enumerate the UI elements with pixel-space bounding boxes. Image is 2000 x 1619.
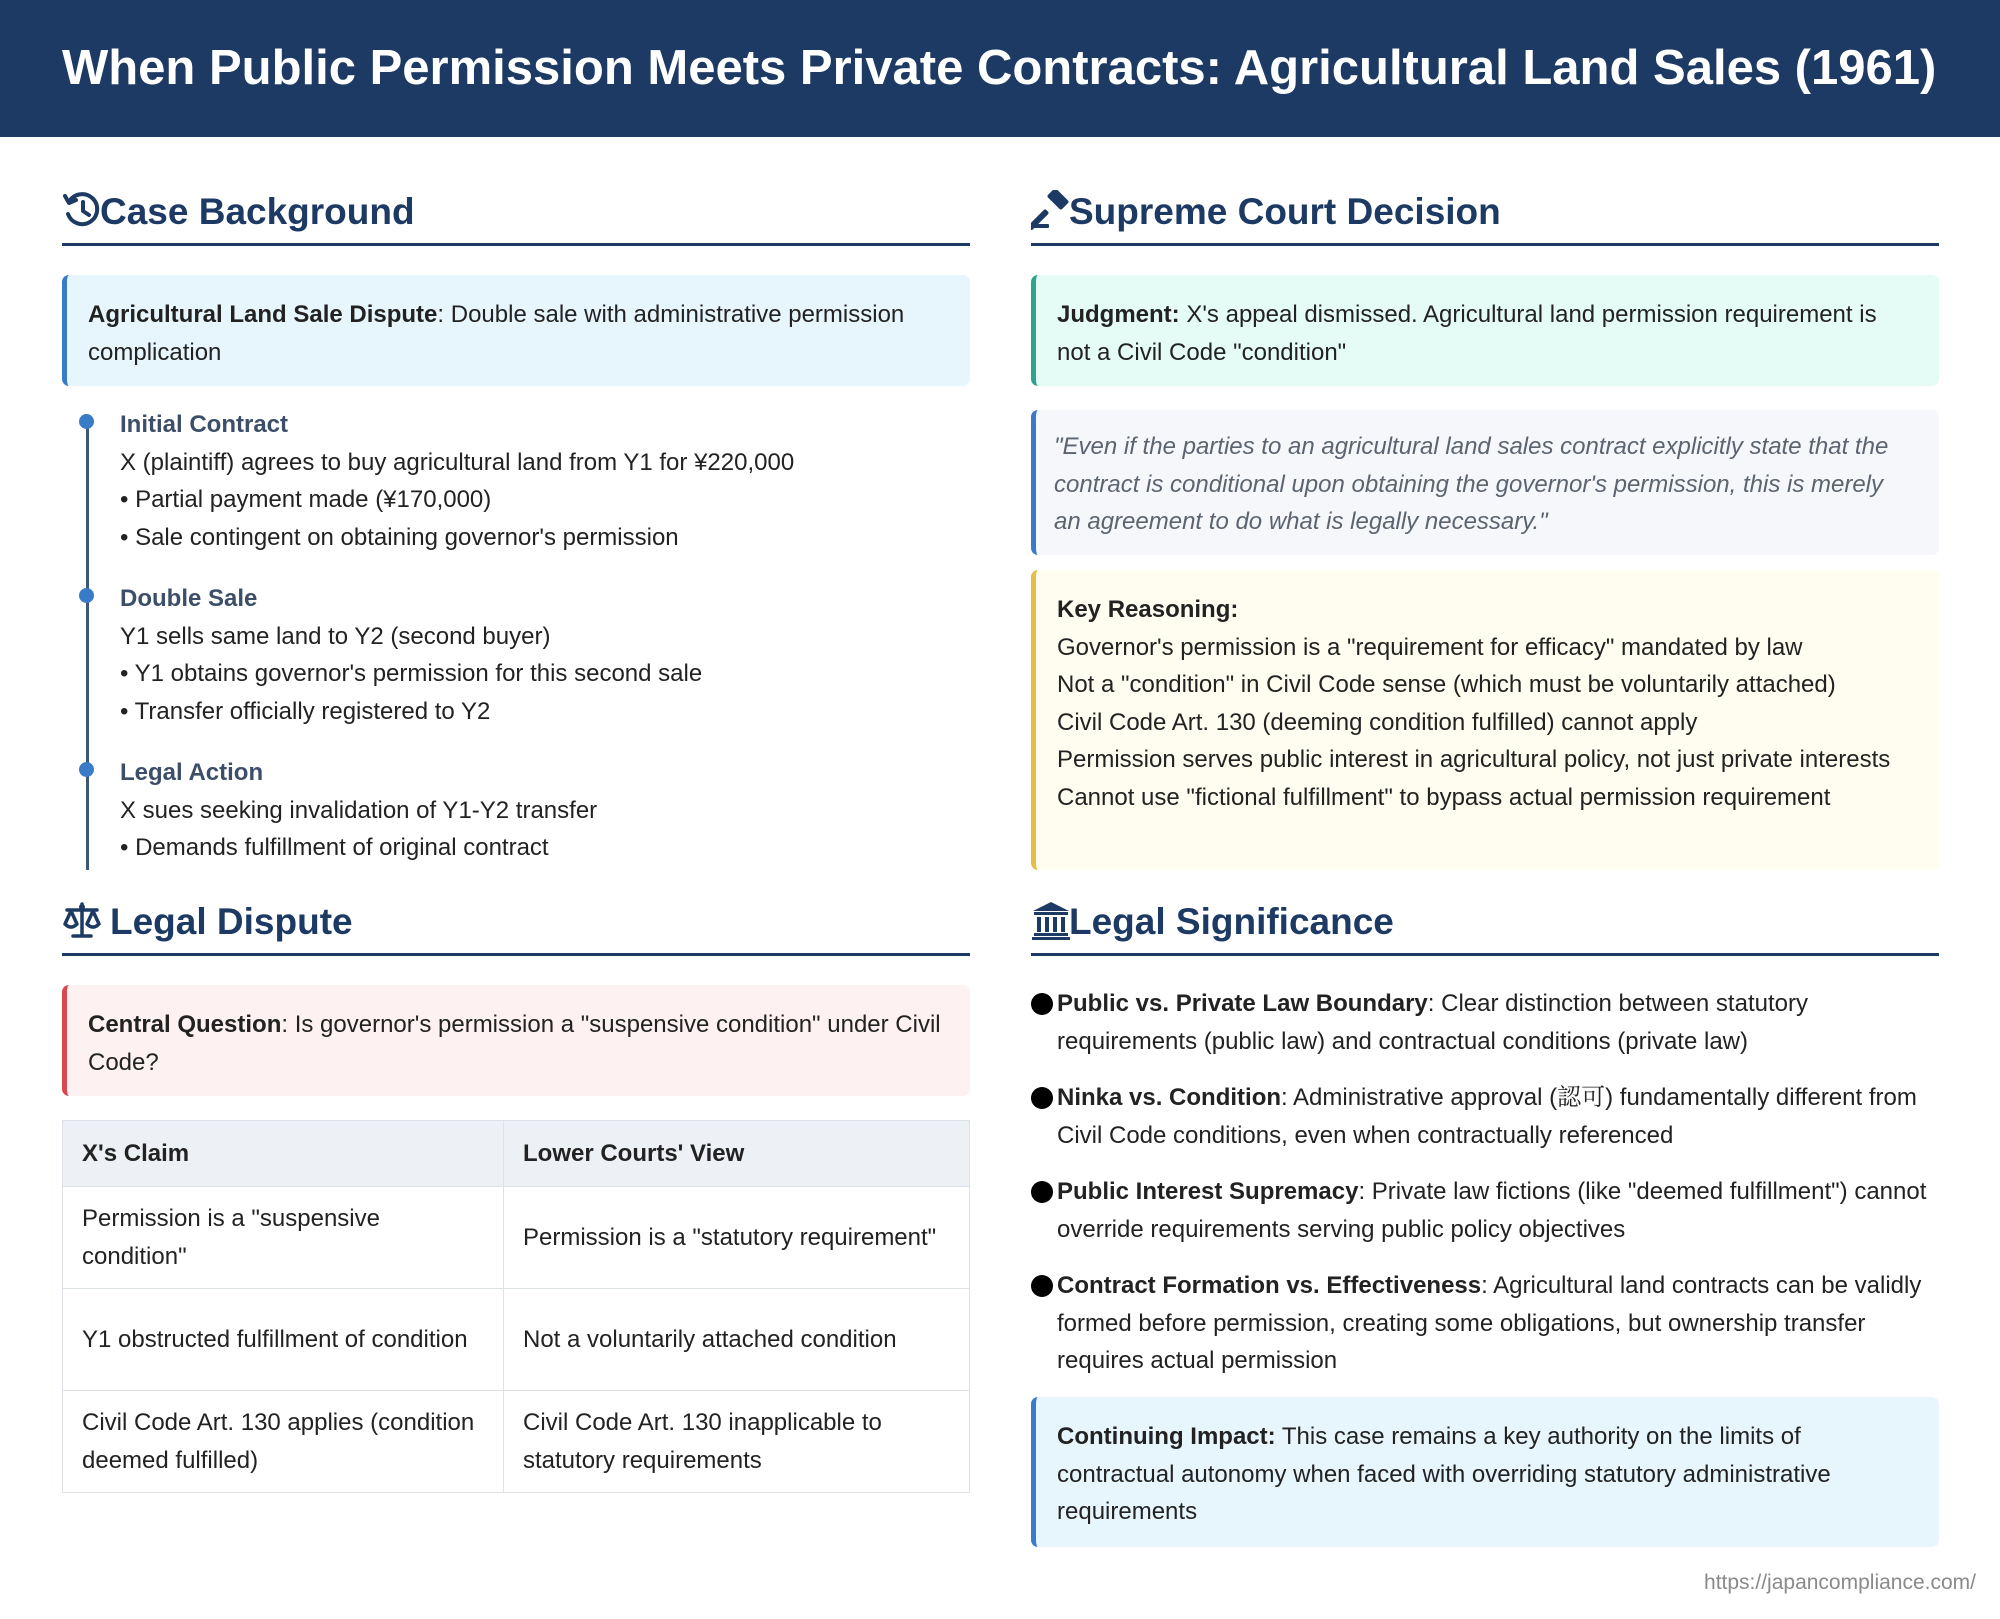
item-label: Public vs. Private Law Boundary xyxy=(1057,990,1428,1017)
timeline-item-title: Initial Contract xyxy=(120,411,289,438)
case-timeline xyxy=(62,406,970,870)
table-cell: Y1 obstructed fulfillment of condition xyxy=(63,1289,504,1391)
table-header-row xyxy=(63,1121,970,1187)
gavel-icon xyxy=(1031,190,1071,234)
table-row xyxy=(63,1187,970,1289)
claims-comparison-table xyxy=(62,1120,970,1493)
callout-text: X's appeal dismissed. Agricultural land permission requirement is not a Civil Code "condition" xyxy=(1057,301,1877,366)
item-label: Contract Formation vs. Effectiveness xyxy=(1057,1272,1482,1299)
item-text: : Private law fictions (like "deemed fulfillment") cannot override requirements serving public policy objectives xyxy=(1057,1178,1927,1243)
callout-label: Agricultural Land Sale Dispute xyxy=(88,301,438,328)
judgment-callout xyxy=(1031,275,1939,386)
page-header xyxy=(0,0,2000,137)
significance-item xyxy=(1031,1267,1939,1380)
dispute-summary-callout xyxy=(62,275,970,386)
key-reasoning-box xyxy=(1031,570,1939,870)
reasoning-title: Key Reasoning: xyxy=(1057,596,1239,623)
table-cell: Not a voluntarily attached condition xyxy=(504,1289,970,1391)
timeline-dot xyxy=(79,762,94,777)
timeline-item-title: Legal Action xyxy=(120,759,264,786)
reasoning-item: Cannot use "fictional fulfillment" to bypass actual permission requirement xyxy=(1057,783,1831,811)
callout-label: Judgment: xyxy=(1057,301,1180,328)
timeline-dot xyxy=(79,588,94,603)
legal-significance-heading xyxy=(1031,900,1939,956)
timeline-line-text: • Y1 obtains governor's permission for this second sale xyxy=(120,660,703,687)
case-background-heading xyxy=(62,190,970,246)
table-row xyxy=(63,1289,970,1391)
significance-item xyxy=(1031,985,1939,1060)
reasoning-item: Governor's permission is a "requirement for efficacy" mandated by law xyxy=(1057,633,1803,661)
callout-text: This case remains a key authority on the limits of contractual autonomy when faced with overriding statutory administrative requirements xyxy=(1057,1423,1831,1525)
item-text: : Agricultural land contracts can be validly formed before permission, creating some obligations, but ownership transfer requires actual permission xyxy=(1057,1272,1922,1374)
central-question-callout xyxy=(62,985,970,1096)
bullet-icon xyxy=(1031,1087,1053,1109)
table-cell: Civil Code Art. 130 applies (condition deemed fulfilled) xyxy=(63,1391,504,1493)
callout-label: Central Question xyxy=(88,1011,282,1038)
table-row xyxy=(63,1391,970,1493)
timeline-line-text: • Demands fulfillment of original contract xyxy=(120,834,549,861)
section-title: Case Background xyxy=(100,191,415,232)
timeline-dot xyxy=(79,414,94,429)
page-title: When Public Permission Meets Private Contracts: Agricultural Land Sales (1961) xyxy=(62,41,1937,95)
court-quote xyxy=(1031,410,1939,555)
continuing-impact-callout xyxy=(1031,1397,1939,1547)
timeline-line-text: Y1 sells same land to Y2 (second buyer) xyxy=(120,622,551,650)
timeline-line-text: X sues seeking invalidation of Y1-Y2 transfer xyxy=(120,796,598,824)
timeline-item xyxy=(120,580,970,730)
legal-dispute-heading xyxy=(62,900,970,956)
timeline-line-text: • Transfer officially registered to Y2 xyxy=(120,697,491,725)
timeline-line-text: • Partial payment made (¥170,000) xyxy=(120,486,492,513)
reasoning-item: Permission serves public interest in agricultural policy, not just private interests xyxy=(1057,746,1891,773)
significance-item xyxy=(1031,1173,1939,1248)
item-label: Ninka vs. Condition xyxy=(1057,1084,1282,1111)
timeline-line-text: X (plaintiff) agrees to buy agricultural land from Y1 for ¥220,000 xyxy=(120,448,795,476)
timeline-line xyxy=(86,418,89,870)
source-url: https://japancompliance.com/ xyxy=(1704,1571,1976,1594)
significance-item xyxy=(1031,1079,1939,1154)
callout-text: : Double sale with administrative permission complication xyxy=(88,301,905,366)
section-title: Legal Significance xyxy=(1069,901,1394,942)
timeline-item xyxy=(120,754,970,867)
timeline-line-text: • Sale contingent on obtaining governor's permission xyxy=(120,523,679,551)
table-cell: Civil Code Art. 130 inapplicable to statutory requirements xyxy=(504,1391,970,1493)
callout-label: Continuing Impact: xyxy=(1057,1423,1276,1450)
quote-text: "Even if the parties to an agricultural land sales contract explicitly state that the contract is conditional upon obtaining the governor's permission, this is merely an agreement to do what is legally necessary." xyxy=(1054,433,1889,535)
section-title: Supreme Court Decision xyxy=(1069,191,1501,232)
reasoning-item: Not a "condition" in Civil Code sense (which must be voluntarily attached) xyxy=(1057,671,1836,698)
timeline-item xyxy=(120,406,970,556)
item-text: : Administrative approval (認可) fundamentally different from Civil Code conditions, even when contractually referenced xyxy=(1057,1084,1917,1149)
bullet-icon xyxy=(1031,1181,1053,1203)
table-cell: Permission is a "statutory requirement" xyxy=(504,1187,970,1289)
callout-text: : Is governor's permission a "suspensive condition" under Civil Code? xyxy=(88,1011,941,1076)
landmark-icon xyxy=(1031,900,1071,944)
reasoning-item: Civil Code Art. 130 (deeming condition fulfilled) cannot apply xyxy=(1057,708,1698,736)
scales-icon xyxy=(62,900,102,944)
bullet-icon xyxy=(1031,1275,1053,1297)
column-header: X's Claim xyxy=(63,1121,504,1187)
section-title: Legal Dispute xyxy=(110,901,353,942)
column-header: Lower Courts' View xyxy=(504,1121,970,1187)
bullet-icon xyxy=(1031,993,1053,1015)
item-text: : Clear distinction between statutory requirements (public law) and contractual conditions (private law) xyxy=(1057,990,1808,1055)
supreme-court-decision-heading xyxy=(1031,190,1939,246)
history-icon xyxy=(62,190,102,234)
item-label: Public Interest Supremacy xyxy=(1057,1178,1359,1205)
timeline-item-title: Double Sale xyxy=(120,585,258,612)
table-cell: Permission is a "suspensive condition" xyxy=(63,1187,504,1289)
